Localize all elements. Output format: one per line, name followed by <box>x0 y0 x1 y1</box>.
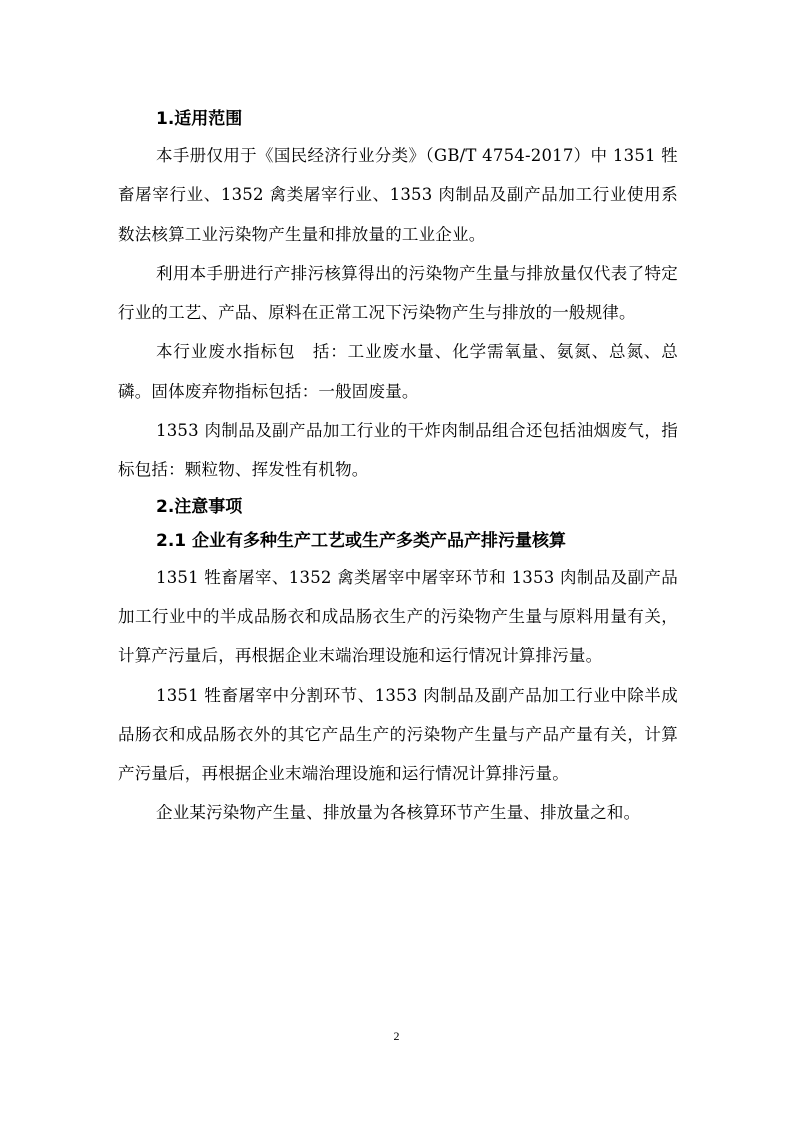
paragraph-notes-1: 1351 牲畜屠宰、1352 禽类屠宰中屠宰环节和 1353 肉制品及副产品加工行业中的半成品肠衣和成品肠衣生产的污染物产生量与原料用量有关，计算产污量后，再根据企业末端治理设施和运行情况计算排污量。 <box>118 567 678 666</box>
subsection-heading-2-1: 2.1 企业有多种生产工艺或生产多类产品产排污量核算 <box>156 530 567 551</box>
paragraph-scope-1: 本手册仅用于《国民经济行业分类》（GB/T 4754-2017）中 1351 牲畜屠宰行业、1352 禽类屠宰行业、1353 肉制品及副产品加工行业使用系数法核算工业污染物产生量和排放量的工业企业。 <box>118 146 678 244</box>
page-content <box>118 102 678 833</box>
paragraph-scope-2: 利用本手册进行产排污核算得出的污染物产生量与排放量仅代表了特定行业的工艺、产品、原料在正常工况下污染物产生与排放的一般规律。 <box>118 263 678 323</box>
paragraph-scope-4: 1353 肉制品及副产品加工行业的干炸肉制品组合还包括油烟废气，指标包括：颗粒物、挥发性有机物。 <box>118 421 678 480</box>
paragraph-notes-3: 企业某污染物产生量、排放量为各核算环节产生量、排放量之和。 <box>156 803 641 823</box>
section-heading-notes: 2.注意事项 <box>156 496 243 517</box>
section-heading-scope: 1.适用范围 <box>156 109 243 129</box>
page-number: 2 <box>393 1029 400 1043</box>
paragraph-scope-3: 本行业废水指标包 括：工业废水量、化学需氧量、氨氮、总氮、总磷。固体废弃物指标包括：一般固废量。 <box>118 342 678 401</box>
paragraph-notes-2: 1351 牲畜屠宰中分割环节、1353 肉制品及副产品加工行业中除半成品肠衣和成品肠衣外的其它产品生产的污染物产生量与产品产量有关，计算产污量后，再根据企业末端治理设施和运行情况计算排污量。 <box>118 685 678 784</box>
